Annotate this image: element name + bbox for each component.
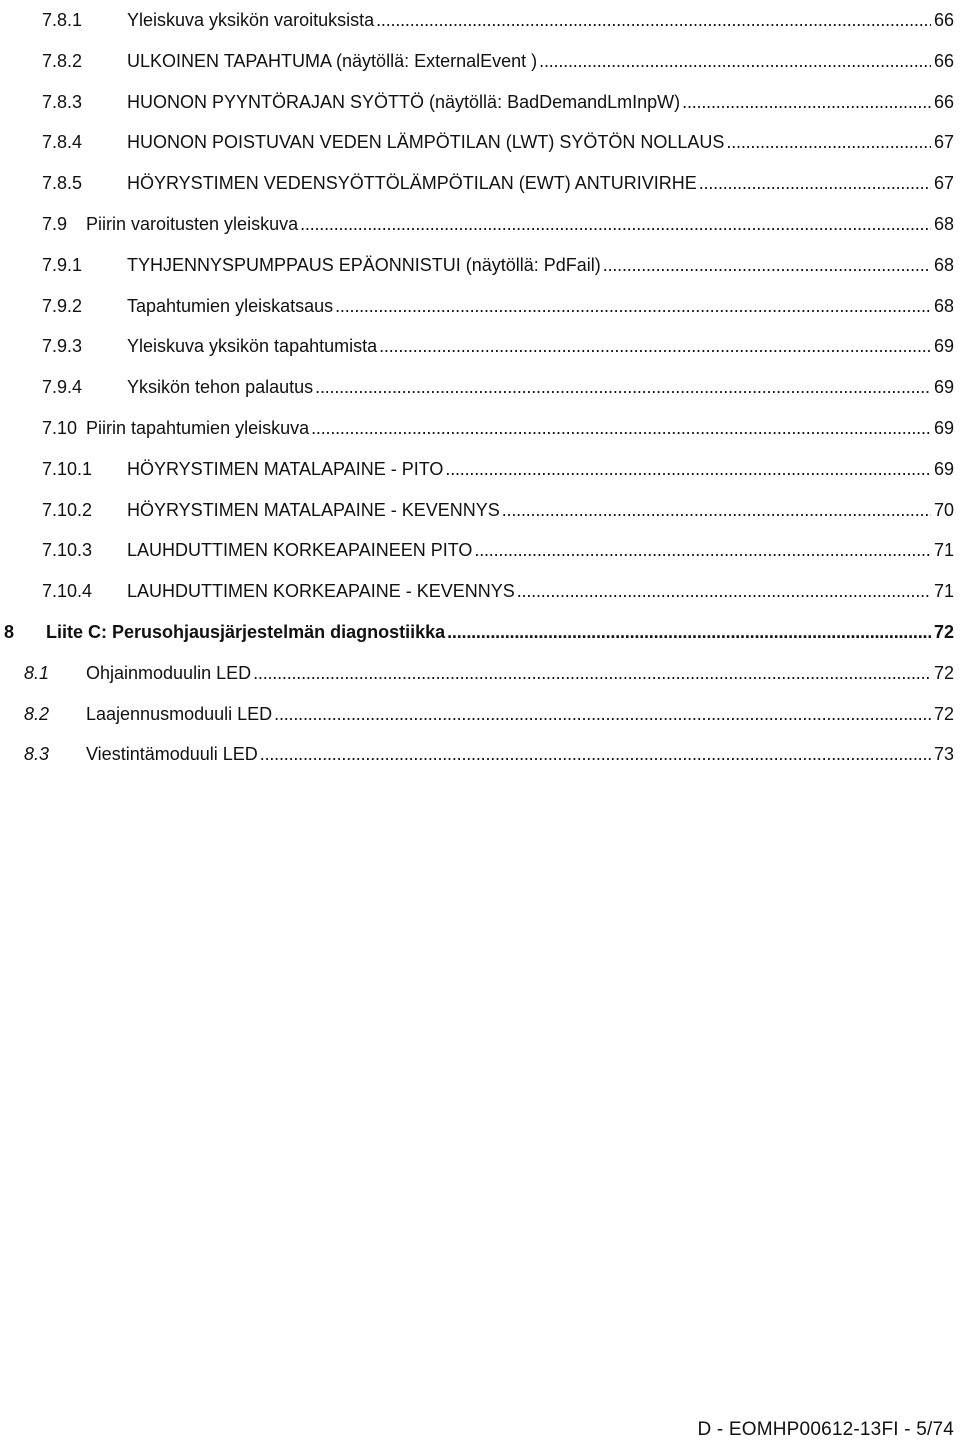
toc-entry-title: TYHJENNYSPUMPPAUS EPÄONNISTUI (näytöllä: PdFail) xyxy=(127,254,601,275)
toc-leader-dots xyxy=(603,254,931,276)
toc-entry-number: 7.10.2 xyxy=(42,499,93,520)
toc-leader-dots xyxy=(335,295,931,317)
toc-entry-line xyxy=(127,131,954,153)
toc-entry[interactable] xyxy=(0,734,960,774)
toc-leader-dots xyxy=(376,9,931,31)
toc-entry-line xyxy=(46,621,954,643)
toc-entry-number: 7.9 xyxy=(42,214,68,234)
toc-entry[interactable] xyxy=(0,0,960,40)
toc-entry-number: 7.9.2 xyxy=(42,295,83,316)
toc-entry-title: Yksikön tehon palautus xyxy=(127,377,314,398)
toc-entry-page: 67 xyxy=(933,173,954,194)
toc-entry[interactable] xyxy=(0,122,960,162)
toc-entry-number: 7.9.4 xyxy=(42,377,83,398)
toc-entry-title: HÖYRYSTIMEN MATALAPAINE - PITO xyxy=(127,458,444,479)
toc-entry[interactable] xyxy=(0,449,960,489)
toc-entry-page: 68 xyxy=(933,254,954,275)
toc-entry-number: 7.10.4 xyxy=(42,581,93,602)
toc-entry-title: HUONON POISTUVAN VEDEN LÄMPÖTILAN (LWT) SYÖTÖN NOLLAUS xyxy=(127,132,725,153)
toc-entry-title: LAUHDUTTIMEN KORKEAPAINEEN PITO xyxy=(127,540,473,561)
toc-entry-line xyxy=(127,254,954,276)
toc-entry-page: 72 xyxy=(933,662,954,683)
toc-entry-line xyxy=(127,9,954,31)
toc-entry-page: 66 xyxy=(933,50,954,71)
toc-entry-line xyxy=(127,499,954,521)
toc-entry[interactable] xyxy=(0,571,960,611)
toc-entry-line xyxy=(127,172,954,194)
toc-entry-page: 69 xyxy=(933,458,954,479)
toc-entry-number: 7.9.3 xyxy=(42,336,83,357)
toc-entry[interactable] xyxy=(0,326,960,366)
toc-leader-dots xyxy=(726,131,931,153)
toc-entry-number: 7.10.1 xyxy=(42,458,93,479)
toc-entry-number: 8.2 xyxy=(24,703,50,724)
toc-leader-dots xyxy=(311,417,931,439)
toc-entry[interactable] xyxy=(0,163,960,203)
toc-leader-dots xyxy=(474,539,931,561)
toc-entry-title: Yleiskuva yksikön tapahtumista xyxy=(127,336,378,357)
toc-entry-line xyxy=(127,458,954,480)
toc-entry[interactable] xyxy=(0,41,960,81)
toc-entry[interactable] xyxy=(0,612,960,652)
toc-entry[interactable] xyxy=(0,653,960,693)
toc-entry-line xyxy=(127,580,954,602)
toc-entry[interactable] xyxy=(0,204,960,244)
toc-entry[interactable] xyxy=(0,82,960,122)
toc-entry-title: Ohjainmoduulin LED xyxy=(86,662,252,683)
toc-entry-page: 71 xyxy=(933,540,954,561)
toc-entry-line xyxy=(86,662,954,684)
toc-entry-number: 7.8.4 xyxy=(42,132,83,153)
toc-entry-number: 7.9.1 xyxy=(42,254,83,275)
toc-entry-page: 66 xyxy=(933,91,954,112)
toc-entry-title: Yleiskuva yksikön varoituksista xyxy=(127,10,375,30)
toc-entry[interactable] xyxy=(0,286,960,326)
toc-entry[interactable] xyxy=(0,367,960,407)
toc-entry[interactable] xyxy=(0,530,960,570)
toc-entry[interactable] xyxy=(0,245,960,285)
toc-entry-number: 8.3 xyxy=(24,744,50,765)
toc-entry-title: LAUHDUTTIMEN KORKEAPAINE - KEVENNYS xyxy=(127,581,515,602)
toc-entry-title: HÖYRYSTIMEN MATALAPAINE - KEVENNYS xyxy=(127,499,500,520)
toc-entry-title: Viestintämoduuli LED xyxy=(86,744,258,765)
toc-leader-dots xyxy=(502,499,931,521)
toc-entry-line xyxy=(86,743,954,765)
toc-entry-title: Piirin tapahtumien yleiskuva xyxy=(86,418,310,438)
toc-entry-line xyxy=(86,703,954,725)
toc-entry-page: 73 xyxy=(933,744,954,765)
toc-entry-page: 69 xyxy=(933,418,954,438)
toc-entry-line xyxy=(86,213,954,235)
toc-entry[interactable] xyxy=(0,408,960,448)
toc-entry-page: 67 xyxy=(933,132,954,153)
toc-entry-line xyxy=(127,295,954,317)
toc-entry[interactable] xyxy=(0,694,960,734)
toc-leader-dots xyxy=(315,376,931,398)
toc-entry-number: 7.8.1 xyxy=(42,10,83,30)
toc-entry-title: Laajennusmoduuli LED xyxy=(86,703,273,724)
toc-leader-dots xyxy=(517,580,931,602)
toc-leader-dots xyxy=(274,703,931,725)
toc-entry-number: 7.8.3 xyxy=(42,91,83,112)
toc-entry-line xyxy=(127,91,954,113)
toc-entry-page: 70 xyxy=(933,499,954,520)
toc-entry-title: HÖYRYSTIMEN VEDENSYÖTTÖLÄMPÖTILAN (EWT) ANTURIVIRHE xyxy=(127,173,697,194)
toc-entry-page: 69 xyxy=(933,336,954,357)
toc-entry[interactable] xyxy=(0,490,960,530)
toc-entry-line xyxy=(86,417,954,439)
toc-entry-page: 68 xyxy=(933,295,954,316)
toc-leader-dots xyxy=(260,743,931,765)
toc-leader-dots xyxy=(300,213,931,235)
toc-entry-number: 7.8.2 xyxy=(42,50,83,71)
page-footer: D - EOMHP00612-13FI - 5/74 xyxy=(697,1419,954,1440)
toc-leader-dots xyxy=(539,50,931,72)
toc-leader-dots xyxy=(445,458,931,480)
toc-entry-page: 69 xyxy=(933,377,954,398)
toc-leader-dots xyxy=(379,335,931,357)
toc-entry-line xyxy=(127,539,954,561)
toc-entry-number: 8 xyxy=(4,622,15,642)
toc-entry-page: 72 xyxy=(933,622,954,642)
toc-leader-dots xyxy=(447,621,931,643)
toc-entry-title: ULKOINEN TAPAHTUMA (näytöllä: ExternalEvent ) xyxy=(127,50,538,71)
toc-leader-dots xyxy=(682,91,931,113)
toc-leader-dots xyxy=(253,662,931,684)
toc-entry-line xyxy=(127,335,954,357)
toc-entry-number: 8.1 xyxy=(24,662,50,683)
toc-entry-number: 7.10.3 xyxy=(42,540,93,561)
toc-entry-page: 72 xyxy=(933,703,954,724)
toc-entry-number: 7.10 xyxy=(42,418,78,438)
toc-leader-dots xyxy=(699,172,931,194)
toc-entry-title: Piirin varoitusten yleiskuva xyxy=(86,214,299,234)
toc-entry-title: Tapahtumien yleiskatsaus xyxy=(127,295,334,316)
toc-entry-line xyxy=(127,376,954,398)
toc-entry-page: 66 xyxy=(933,10,954,30)
toc-entry-line xyxy=(127,50,954,72)
toc-entry-page: 71 xyxy=(933,581,954,602)
toc-entry-number: 7.8.5 xyxy=(42,173,83,194)
toc-entry-title: HUONON PYYNTÖRAJAN SYÖTTÖ (näytöllä: BadDemandLmInpW) xyxy=(127,91,681,112)
toc-entry-page: 68 xyxy=(933,214,954,234)
toc-entry-title: Liite C: Perusohjausjärjestelmän diagnostiikka xyxy=(46,622,446,642)
